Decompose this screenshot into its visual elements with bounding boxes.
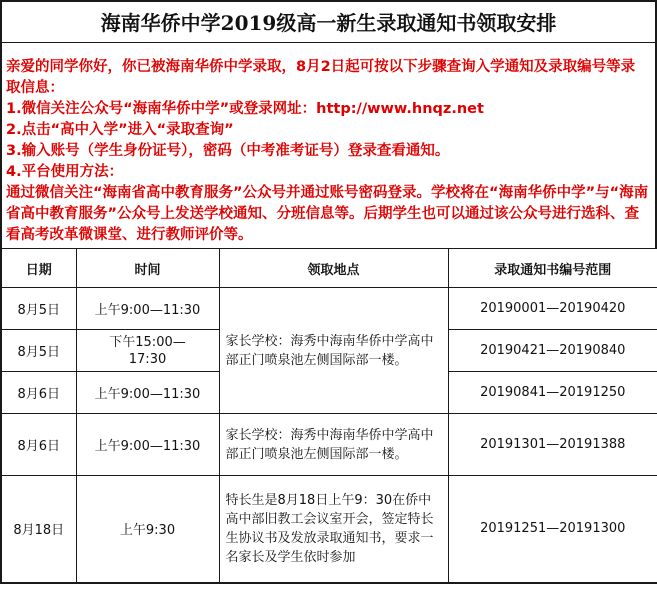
row-date: 8月5日 xyxy=(1,330,76,372)
row-range: 20191301—20191388 xyxy=(448,414,657,476)
notice-method: 通过微信关注“海南省高中教育服务”公众号并通过账号密码登录。学校将在“海南华侨中学”与“海南省高中教育服务”公众号上发送学校通知、分班信息等。后期学生也可以通过该公众号进行选科、查看高考改革微课堂、进行教师评价等。 xyxy=(6,185,649,243)
notice-step-2: 2.点击“高中入学”进入“录取查询” xyxy=(6,122,234,138)
row-date: 8月5日 xyxy=(1,288,76,330)
row-place: 家长学校：海秀中海南华侨中学高中部正门喷泉池左侧国际部一楼。 xyxy=(219,414,448,476)
row-time-line-2: 17:30 xyxy=(128,351,167,367)
notice-intro: 亲爱的同学你好，你已被海南华侨中学录取，8月2日起可按以下步骤查询入学通知及录取编号等录取信息： xyxy=(6,59,636,96)
header-date: 日期 xyxy=(1,249,76,288)
page-title: 海南华侨中学2019级高一新生录取通知书领取安排 xyxy=(0,0,657,42)
table-header-row xyxy=(1,249,657,288)
header-place: 领取地点 xyxy=(219,249,448,288)
table-row xyxy=(1,476,657,583)
row-range: 20190001—20190420 xyxy=(448,288,657,330)
row-time: 上午9:30 xyxy=(76,476,219,583)
row-date: 8月6日 xyxy=(1,414,76,476)
row-place: 家长学校：海秀中海南华侨中学高中部正门喷泉池左侧国际部一楼。 xyxy=(219,288,448,414)
header-time: 时间 xyxy=(76,249,219,288)
notice-step-1: 1.微信关注公众号“海南华侨中学”或登录网址：http://www.hnqz.net xyxy=(6,101,484,117)
notice-step-3: 3.输入账号（学生身份证号），密码（中考准考证号）登录查看通知。 xyxy=(6,143,450,159)
table-row xyxy=(1,288,657,330)
row-time: 上午9:00—11:30 xyxy=(76,372,219,414)
row-range: 20191251—20191300 xyxy=(448,476,657,583)
row-range: 20190421—20190840 xyxy=(448,330,657,372)
row-range: 20190841—20191250 xyxy=(448,372,657,414)
notice-step-4: 4.平台使用方法： xyxy=(6,164,124,180)
row-time-line-1: 下午15:00— xyxy=(109,334,186,350)
notice-text-block xyxy=(0,42,657,248)
row-time: 上午9:00—11:30 xyxy=(76,288,219,330)
schedule-table xyxy=(0,248,657,584)
row-date: 8月18日 xyxy=(1,476,76,583)
row-time: 上午9:00—11:30 xyxy=(76,414,219,476)
header-range: 录取通知书编号范围 xyxy=(448,249,657,288)
row-date: 8月6日 xyxy=(1,372,76,414)
row-time xyxy=(76,330,219,372)
row-place: 特长生是8月18日上午9：30在侨中高中部旧教工会议室开会，签定特长生协议书及发放录取通知书，要求一名家长及学生依时参加 xyxy=(219,476,448,583)
table-row xyxy=(1,414,657,476)
